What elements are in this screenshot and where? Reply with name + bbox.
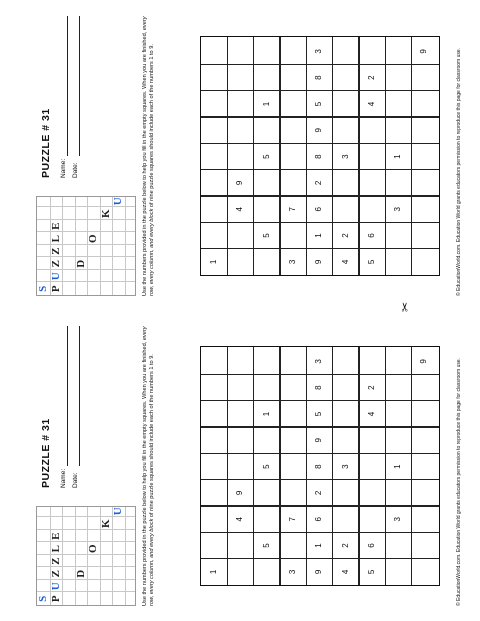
date-line [79,16,80,156]
grid-cell: 3 [340,464,350,469]
copyright-footer: © EducationWorld.com. Education World grants educators permission to reproduce this page for classroom use. [456,47,462,296]
grid-cell: 4 [235,517,245,522]
puzzle-copy-bottom [0,310,480,620]
grid-cell: 1 [209,259,218,265]
logo-letter: L [49,545,62,553]
logo-grid-line [75,197,76,295]
logo-letter: S [37,595,49,602]
logo-letter: O [87,544,99,554]
rotated-worksheet [0,310,480,620]
puzzle-logo [36,506,136,606]
grid-cell: 3 [340,154,350,159]
logo-letter: K [99,519,112,529]
grid-cell: 7 [287,517,297,522]
sudoku-grid [200,346,440,586]
grid-cell: 4 [235,207,245,212]
logo-letter: U [112,197,124,206]
grid-cell: 3 [393,207,403,212]
logo-letter: U [49,582,62,591]
logo-letter: P [49,285,62,293]
logo-letter: E [49,532,62,540]
grid-cell: 3 [287,259,297,265]
grid-cell: 2 [366,75,376,80]
grid-line [227,347,228,585]
grid-cell: 9 [314,438,324,443]
grid-cell: 8 [314,75,324,80]
copyright-footer: © EducationWorld.com. Education World grants educators permission to reproduce this page for classroom use. [456,357,462,606]
grid-cell: 8 [314,464,324,469]
date-label: Date: [72,162,79,178]
grid-cell: 9 [314,128,324,133]
logo-letter: S [37,285,49,292]
sudoku-grid [200,36,440,276]
scissors-icon: ✂ [398,301,413,313]
logo-grid-line [112,507,113,605]
grid-cell: 3 [314,359,324,364]
grid-cell: 6 [314,517,324,522]
grid-cell: 2 [314,180,324,186]
date-label: Date: [72,472,79,488]
grid-cell: 2 [314,490,324,496]
name-label: Name: [60,468,67,488]
grid-cell: 5 [314,411,324,417]
date-line [79,326,80,466]
date-field [72,472,79,488]
name-line [67,16,68,156]
logo-grid-line [62,197,63,295]
grid-cell: 6 [366,543,376,548]
grid-cell: 4 [366,411,376,417]
grid-cell: 6 [314,207,324,212]
logo-grid-line [75,507,76,605]
logo-letter: Z [49,247,62,255]
logo-letter: K [99,209,112,219]
grid-cell: 4 [340,569,350,575]
grid-cell: 9 [235,490,245,496]
grid-cell: 5 [261,154,271,159]
logo-letter: P [49,595,62,603]
logo-letter: U [112,507,124,516]
puzzle-title: PUZZLE # 31 [40,418,52,488]
grid-cell: 5 [366,569,376,575]
grid-cell: 9 [314,569,324,575]
logo-letter: Z [49,260,62,268]
grid-cell: 3 [314,49,324,54]
grid-line [227,37,228,275]
date-field [72,162,79,178]
name-line [67,326,68,466]
grid-cell: 1 [314,543,324,548]
logo-grid-line [125,197,126,295]
logo-letter: D [74,569,87,578]
logo-grid-line [125,507,126,605]
logo-letter: E [49,222,62,230]
grid-cell: 8 [314,154,324,159]
grid-cell: 8 [314,385,324,390]
name-label: Name: [60,158,67,178]
logo-grid-line [87,197,88,295]
grid-cell: 2 [366,385,376,390]
instructions: Use the numbers provided in the puzzle below to help you fill in the empty squares. When you are finished, every row, every column, and every block of nine puzzle squares should include each of the numbers 1 to 9. [142,326,155,606]
grid-cell: 1 [393,154,403,159]
grid-cell: 4 [340,259,350,265]
puzzle-logo [36,196,136,296]
grid-cell: 9 [419,359,429,364]
grid-cell: 7 [287,207,297,212]
grid-cell: 5 [366,259,376,265]
logo-grid-line [112,197,113,295]
grid-cell: 4 [366,101,376,107]
grid-cell: 1 [261,411,271,417]
logo-letter: L [49,235,62,243]
grid-cell: 9 [235,180,245,186]
logo-letter: Z [49,570,62,578]
puzzle-title: PUZZLE # 31 [40,108,52,178]
logo-letter: Z [49,557,62,565]
logo-grid-line [62,507,63,605]
grid-cell: 3 [287,569,297,575]
grid-cell: 6 [366,233,376,238]
grid-cell: 2 [340,543,350,548]
logo-letter: U [49,272,62,281]
grid-cell: 5 [261,233,271,238]
grid-cell: 1 [261,101,271,107]
name-field [60,159,67,178]
grid-cell: 2 [340,233,350,238]
grid-cell: 3 [393,517,403,522]
grid-cell: 9 [419,49,429,54]
instructions: Use the numbers provided in the puzzle below to help you fill in the empty squares. When you are finished, every row, every column, and every block of nine puzzle squares should include each of the numbers 1 to 9. [142,16,155,296]
grid-cell: 1 [209,569,218,575]
logo-letter: O [87,234,99,244]
grid-cell: 5 [314,101,324,107]
grid-cell: 1 [393,464,403,469]
grid-cell: 9 [314,259,324,265]
grid-cell: 5 [261,543,271,548]
grid-cell: 5 [261,464,271,469]
logo-grid-line [87,507,88,605]
grid-cell: 1 [314,233,324,238]
name-field [60,469,67,488]
logo-letter: D [74,259,87,268]
